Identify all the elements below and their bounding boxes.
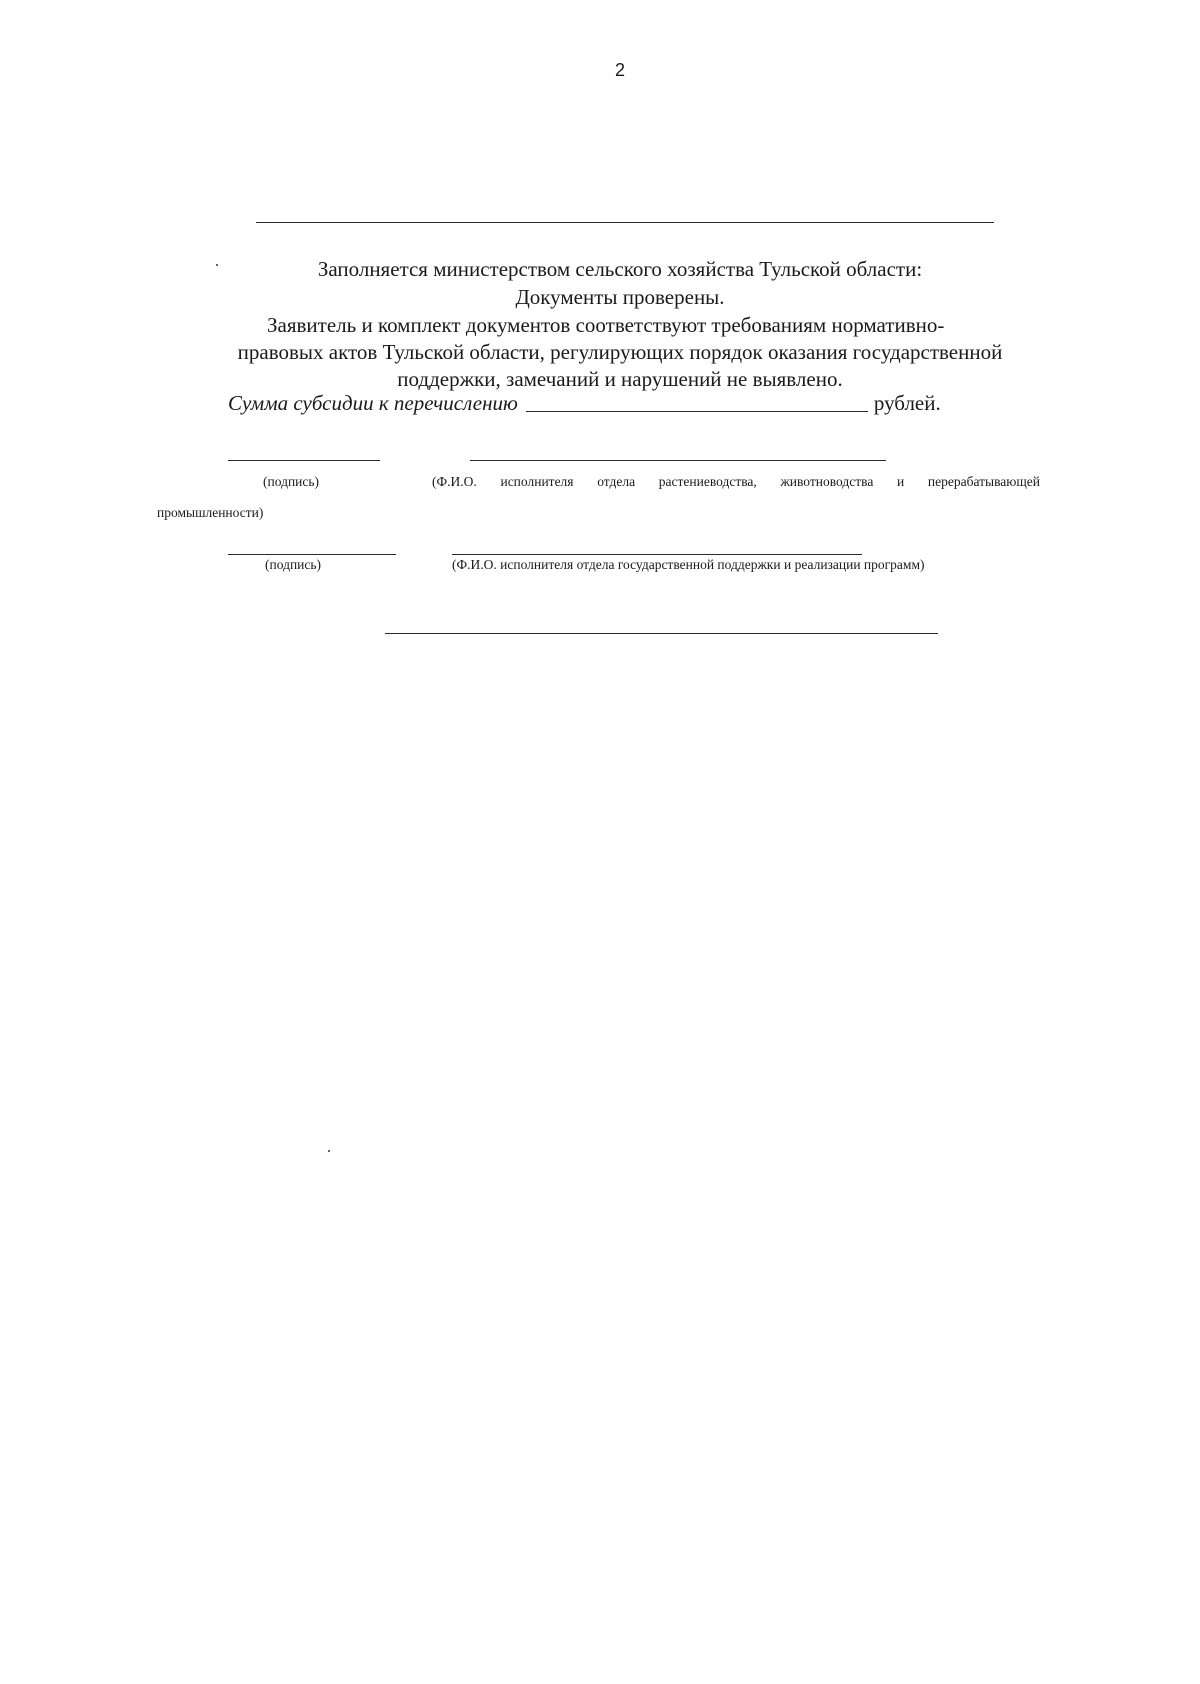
name-line-1 bbox=[470, 460, 886, 461]
page-number: 2 bbox=[614, 60, 625, 80]
signature-caption-1: (подпись) bbox=[263, 474, 320, 489]
subsidy-amount-unit: рублей. bbox=[873, 391, 941, 415]
name-caption-1-continued: промышленности) bbox=[157, 505, 264, 520]
signature-caption-2: (подпись) bbox=[265, 557, 322, 572]
name-caption-1-word: перерабатывающей bbox=[927, 474, 1040, 489]
name-caption-1-word: растениеводства, bbox=[658, 474, 757, 489]
top-separator-line bbox=[256, 222, 994, 223]
subsidy-amount-field[interactable] bbox=[526, 391, 868, 412]
bottom-separator-line bbox=[385, 633, 938, 634]
signature-line-2 bbox=[228, 554, 396, 555]
compliance-paragraph-line-1: Заявитель и комплект документов соответствуют требованиям нормативно- bbox=[267, 313, 945, 337]
compliance-paragraph-line-2: правовых актов Тульской области, регулирующих порядок оказания государственной bbox=[237, 340, 1003, 364]
name-caption-1-word: (Ф.И.О. bbox=[432, 474, 477, 489]
subsidy-amount-line bbox=[228, 389, 941, 417]
compliance-paragraph-line-3: поддержки, замечаний и нарушений не выявлено. bbox=[397, 367, 843, 391]
signature-line-1 bbox=[228, 460, 380, 461]
name-caption-1-word: исполнителя bbox=[500, 474, 574, 489]
name-caption-1-word: животноводства bbox=[780, 474, 874, 489]
documents-checked-line: Документы проверены. bbox=[515, 285, 725, 309]
name-caption-1-word: отдела bbox=[597, 474, 636, 489]
scan-speck bbox=[328, 1150, 330, 1152]
name-caption-1-word: и bbox=[897, 474, 905, 489]
subsidy-amount-label: Сумма субсидии к перечислению bbox=[228, 391, 518, 415]
scan-speck bbox=[216, 264, 218, 266]
name-caption-2: (Ф.И.О. исполнителя отдела государственной поддержки и реализации программ) bbox=[452, 557, 925, 572]
verification-heading: Заполняется министерством сельского хозяйства Тульской области: bbox=[317, 257, 923, 281]
name-line-2 bbox=[452, 554, 862, 555]
name-caption-1 bbox=[432, 473, 1040, 491]
